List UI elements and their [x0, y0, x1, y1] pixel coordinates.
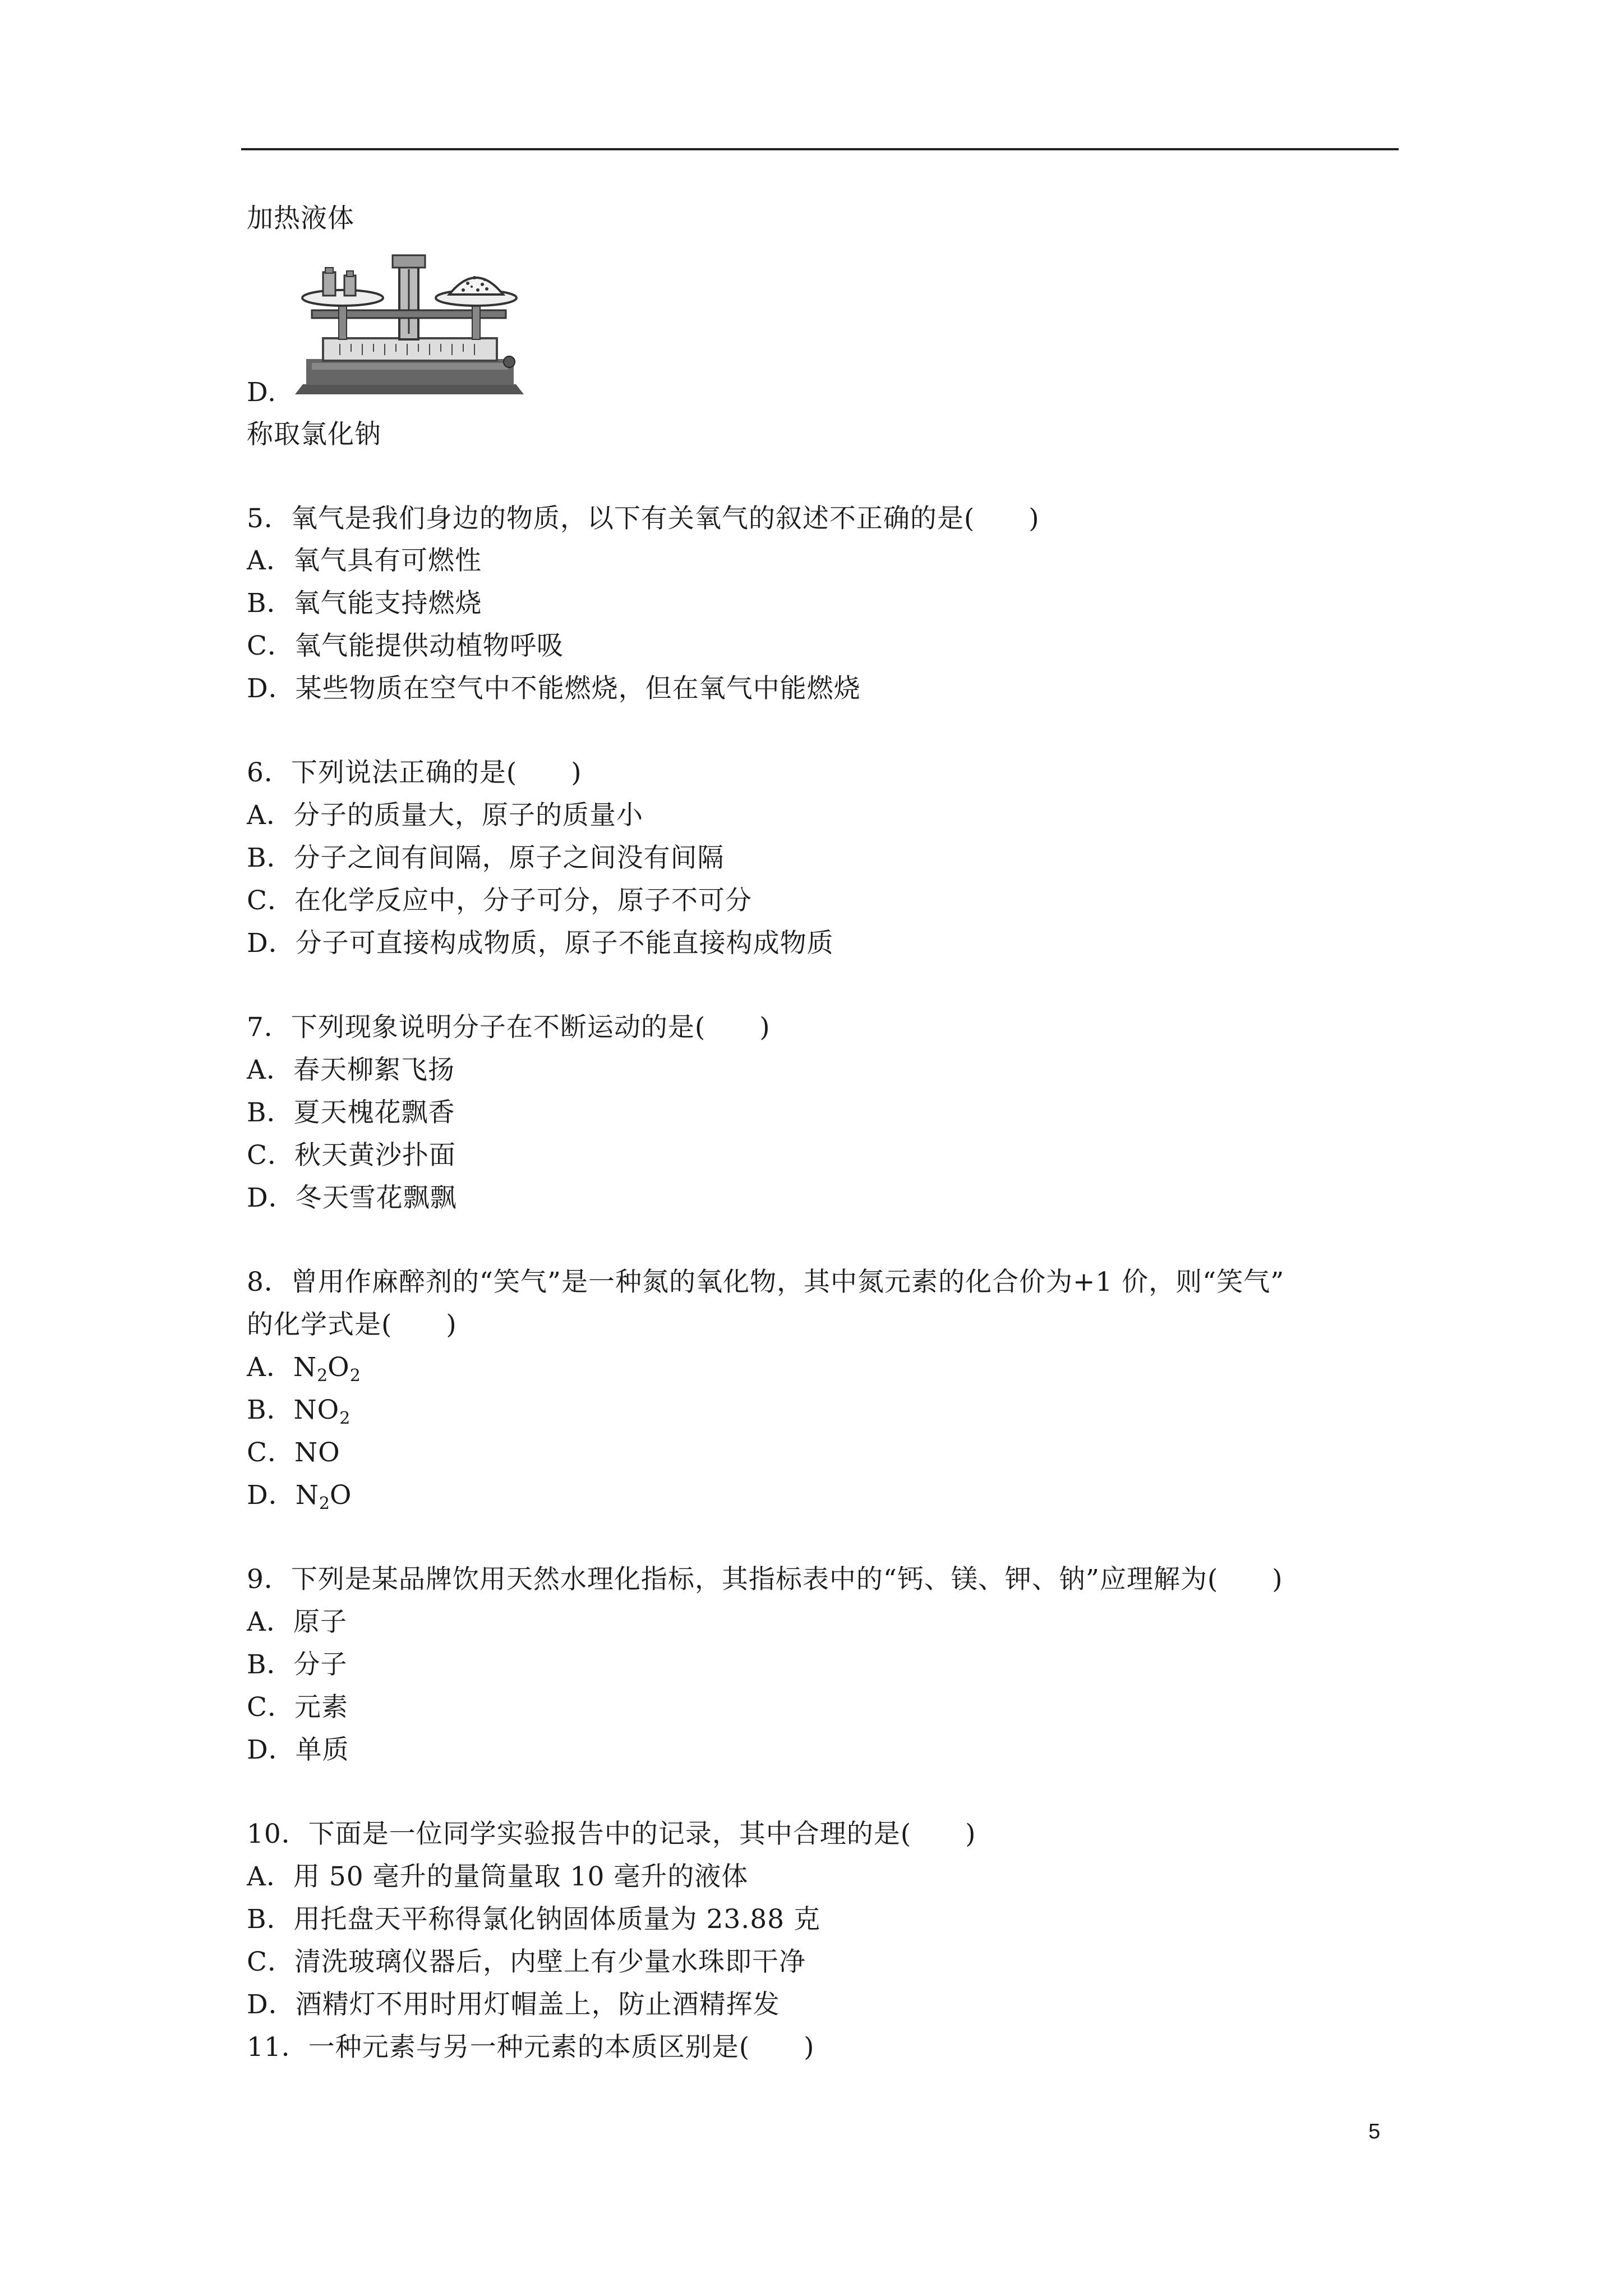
q9-option-a: A．原子 [247, 1607, 347, 1637]
option-d-label: D. [247, 377, 276, 408]
q8-stem-line2: 的化学式是( ) [247, 1309, 457, 1340]
q11-stem: 11．一种元素与另一种元素的本质区别是( ) [247, 2032, 815, 2063]
q8-option-c [247, 1436, 340, 1470]
page-number: 5 [1368, 2120, 1381, 2143]
balance-base [295, 384, 524, 394]
q6-option-c: C．在化学反应中，分子可分，原子不可分 [247, 885, 752, 916]
q10-stem: 10．下面是一位同学实验报告中的记录，其中合理的是( ) [247, 1819, 976, 1849]
left-pan [302, 290, 383, 306]
q7-option-b: B．夏天槐花飘香 [247, 1097, 455, 1128]
formula-element: NO [294, 1437, 340, 1468]
q8-option-a-label: A． [247, 1352, 293, 1383]
q7-stem: 7．下列现象说明分子在不断运动的是( ) [247, 1012, 771, 1043]
q5-option-d: D．某些物质在空气中不能燃烧，但在氧气中能燃烧 [247, 673, 861, 704]
q10-option-b: B．用托盘天平称得氯化钠固体质量为 23.88 克 [247, 1904, 820, 1935]
q8-option-c-label: C． [247, 1437, 294, 1468]
q9-option-b: B．分子 [247, 1649, 348, 1680]
q5-option-b: B．氧气能支持燃烧 [247, 588, 482, 619]
q10-option-a: A．用 50 毫升的量筒量取 10 毫升的液体 [247, 1861, 749, 1892]
q6-option-b: B．分子之间有间隔，原子之间没有间隔 [247, 843, 725, 873]
heat-liquid-caption: 加热液体 [247, 203, 354, 234]
q8-option-b-label: B． [247, 1395, 294, 1425]
q6-option-a: A．分子的质量大，原子的质量小 [247, 800, 643, 831]
salt-pile-icon [449, 278, 503, 295]
q10-option-c: C．清洗玻璃仪器后，内壁上有少量水珠即干净 [247, 1947, 806, 1977]
q8-stem-line1: 8．曾用作麻醉剂的“笑气”是一种氮的氧化物，其中氮元素的化合价为+1 价，则“笑气” [247, 1267, 1285, 1297]
q9-option-c: C．元素 [247, 1692, 348, 1723]
q8-option-a [247, 1351, 361, 1393]
header-rule [241, 148, 1399, 150]
q7-option-d: D．冬天雪花飘飘 [247, 1182, 457, 1213]
q5-option-a: A．氧气具有可燃性 [247, 545, 482, 576]
q8-option-d-label: D． [247, 1480, 296, 1511]
weigh-sodium-chloride-caption: 称取氯化钠 [247, 419, 381, 450]
q10-option-d: D．酒精灯不用时用灯帽盖上，防止酒精挥发 [247, 1989, 780, 2020]
formula-element: NO [293, 1395, 340, 1425]
formula-element: O [329, 1480, 352, 1511]
q5-stem: 5．氧气是我们身边的物质，以下有关氧气的叙述不正确的是( ) [247, 503, 1040, 534]
q6-option-d: D．分子可直接构成物质，原子不能直接构成物质 [247, 928, 834, 959]
formula-element: N [295, 1480, 319, 1511]
balance-scale-illustration [289, 244, 529, 407]
q6-stem: 6．下列说法正确的是( ) [247, 757, 582, 788]
weight-icon [323, 272, 335, 296]
formula-element: N [293, 1352, 317, 1383]
balance-beam-box [323, 338, 497, 361]
formula-subscript: 2 [339, 1409, 351, 1428]
formula-element: O [328, 1352, 350, 1383]
q8-option-d [247, 1479, 352, 1521]
q5-option-c: C．氧气能提供动植物呼吸 [247, 631, 564, 661]
q7-option-a: A．春天柳絮飞扬 [247, 1055, 455, 1085]
weight-icon [344, 275, 356, 296]
q8-option-b [247, 1393, 350, 1435]
q9-option-d: D．单质 [247, 1734, 349, 1765]
q9-stem: 9．下列是某品牌饮用天然水理化指标，其指标表中的“钙、镁、钾、钠”应理解为( ) [247, 1564, 1283, 1595]
formula-subscript: 2 [317, 1366, 328, 1386]
balance-body [306, 359, 514, 385]
formula-subscript: 2 [349, 1366, 361, 1386]
q7-option-c: C．秋天黄沙扑面 [247, 1140, 456, 1171]
formula-subscript: 2 [319, 1494, 330, 1513]
